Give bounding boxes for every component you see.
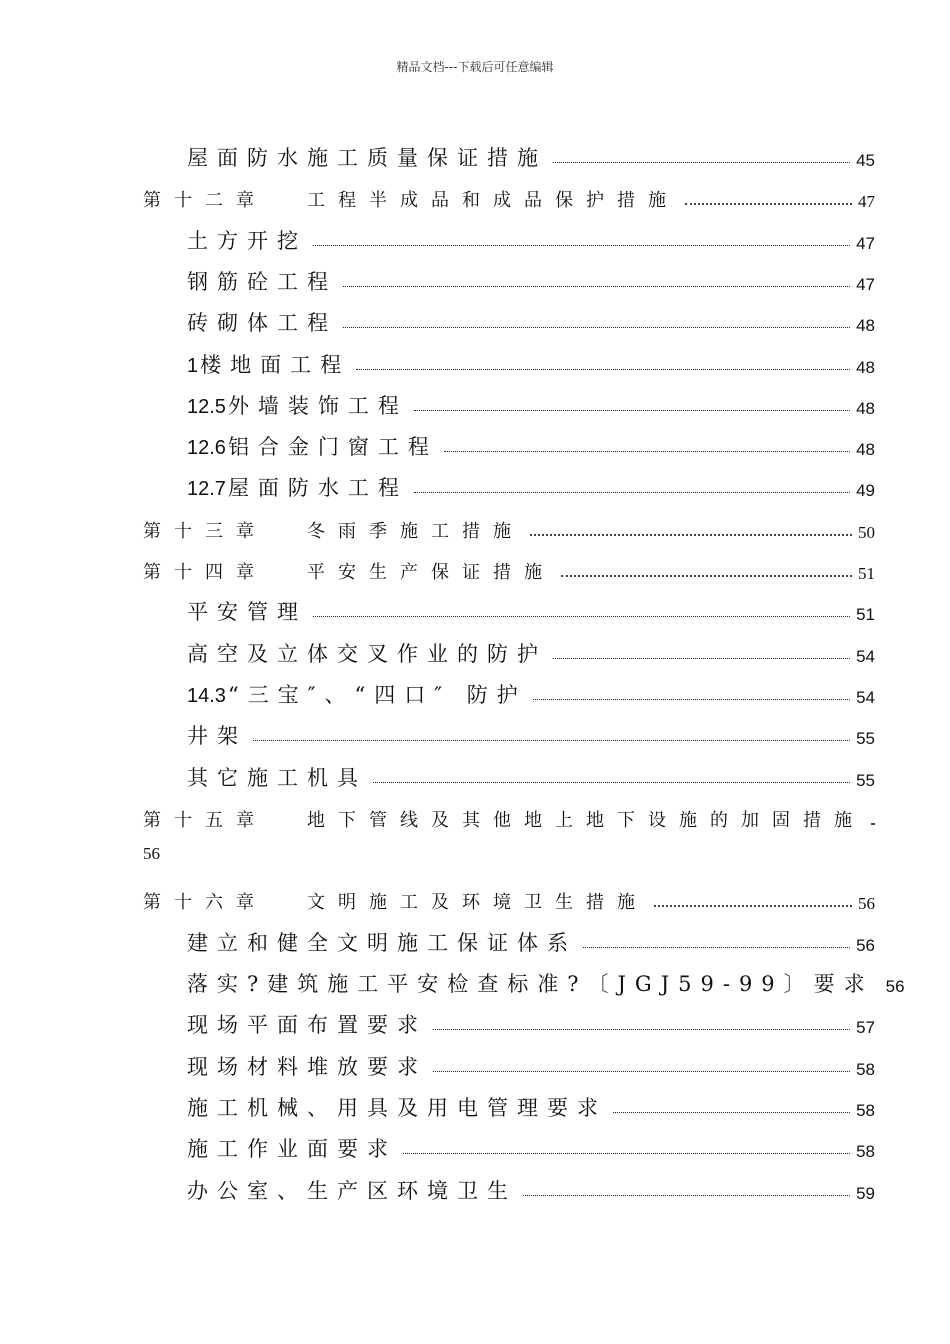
page-number: 55 — [856, 729, 875, 749]
entry-text: 工程半成品和成品保护措施 — [307, 190, 679, 212]
toc-chapter-row[interactable] — [143, 169, 875, 210]
toc-section-row[interactable] — [187, 211, 875, 252]
section-number: 14.3 — [187, 684, 226, 707]
toc-entry-title — [187, 478, 408, 499]
page-number: 54 — [856, 646, 875, 666]
page-number: 56 — [856, 935, 875, 955]
page-number: 56 — [885, 977, 905, 996]
toc-section-row[interactable] — [187, 954, 905, 996]
toc-section-row[interactable] — [187, 376, 875, 417]
toc-entry-title — [187, 930, 577, 955]
dot-leader — [414, 406, 850, 411]
entry-text: 地下管线及其他地上地下设施的加固措施 — [307, 809, 865, 831]
chapter-number: 第十二章 — [143, 190, 267, 212]
dot-leader — [433, 1025, 850, 1030]
entry-text: 冬雨季施工措施 — [307, 520, 524, 542]
dot-leader — [871, 819, 875, 825]
page-number: 59 — [856, 1183, 875, 1203]
toc-section-row[interactable] — [187, 706, 875, 747]
dot-leader — [433, 1067, 850, 1072]
entry-text: “三宝″、“四口″ 防护 — [227, 682, 527, 707]
toc-chapter-row[interactable] — [143, 871, 875, 912]
toc-entry-title — [143, 192, 679, 210]
entry-text: 铝合金门窗工程 — [227, 435, 438, 460]
dot-leader — [444, 447, 850, 452]
entry-text: 办公室、生产区环境卫生 — [187, 1178, 517, 1203]
toc-entry-title — [187, 352, 351, 377]
chapter-number: 第十五章 — [143, 809, 267, 831]
dot-leader — [553, 158, 850, 163]
page-number: 58 — [856, 1100, 875, 1120]
entry-text: 施工机械、用具及用电管理要求 — [187, 1095, 607, 1120]
page-number: 51 — [858, 564, 875, 583]
section-number: 12.7 — [187, 478, 226, 501]
toc-section-row[interactable] — [187, 335, 875, 376]
dot-leader — [523, 1191, 850, 1196]
toc-section-row[interactable] — [187, 458, 875, 499]
toc-chapter-row[interactable] — [143, 541, 875, 582]
dot-leader — [313, 241, 850, 246]
toc-section-row[interactable] — [187, 1078, 875, 1119]
entry-text: 外墙装饰工程 — [227, 393, 408, 418]
toc-chapter-row[interactable] — [143, 789, 875, 830]
page-number: 45 — [856, 151, 875, 170]
toc-section-row[interactable] — [187, 995, 875, 1036]
page-number: 54 — [856, 687, 875, 707]
toc-entry-title — [187, 313, 337, 334]
dot-leader — [613, 1108, 850, 1113]
page-number: 48 — [856, 316, 875, 336]
toc-section-row[interactable] — [187, 417, 875, 458]
page-number: 51 — [856, 605, 875, 625]
toc-entry-title — [187, 1178, 517, 1203]
dot-leader — [373, 778, 850, 783]
entry-text: 现场材料堆放要求 — [187, 1054, 427, 1079]
entry-text: 楼地面工程 — [200, 352, 351, 377]
dot-leader — [356, 365, 850, 370]
toc-entry-title — [187, 269, 337, 294]
entry-text: 屋面防水施工质量保证措施 — [187, 146, 547, 170]
toc-section-row[interactable] — [187, 128, 875, 169]
page-number: 47 — [858, 192, 875, 212]
toc-section-row[interactable] — [187, 624, 875, 665]
section-number: 12.6 — [187, 437, 226, 460]
dot-leader — [253, 736, 850, 741]
toc-section-row[interactable] — [187, 665, 875, 706]
dot-leader — [343, 323, 850, 328]
entry-text: 钢筋砼工程 — [187, 269, 337, 294]
entry-text: 落实?建筑施工平安检查标准?〔JGJ59-99〕要求 — [187, 972, 874, 996]
page-number: 48 — [856, 398, 875, 418]
toc-entry-title — [143, 564, 555, 582]
page-number: 56 — [858, 894, 875, 914]
page-header: 精品文档---下载后可任意编辑 — [396, 60, 554, 74]
dot-leader — [414, 488, 850, 493]
entry-text: 平安管理 — [187, 600, 307, 625]
dot-leader — [533, 695, 850, 700]
toc-entry-title — [187, 602, 307, 623]
toc-section-row[interactable] — [187, 293, 875, 334]
section-number: 12.5 — [187, 395, 226, 418]
entry-text: 砖砌体工程 — [187, 311, 337, 336]
chapter-number: 第十四章 — [143, 562, 267, 583]
toc-entry-title — [187, 726, 247, 747]
toc-entry-title — [187, 1139, 397, 1160]
entry-text: 井架 — [187, 724, 247, 749]
toc-section-row[interactable] — [187, 748, 875, 789]
entry-text: 高空及立体交叉作业的防护 — [187, 641, 547, 666]
dot-leader — [530, 530, 852, 536]
page-number: 47 — [856, 274, 875, 294]
toc-entry-title — [187, 1015, 427, 1036]
dot-leader — [561, 571, 852, 577]
toc-section-row[interactable] — [187, 582, 875, 623]
page-number: 55 — [856, 770, 875, 790]
toc-chapter-row[interactable] — [143, 500, 875, 541]
dot-leader — [553, 654, 850, 659]
toc-entry-title — [143, 809, 865, 831]
entry-text: 土方开挖 — [187, 228, 307, 253]
entry-text: 文明施工及环境卫生措施 — [307, 892, 648, 914]
entry-text: 施工作业面要求 — [187, 1137, 397, 1162]
toc-section-row[interactable] — [187, 1037, 875, 1078]
dot-leader — [403, 1149, 850, 1154]
entry-text: 建立和健全文明施工保证体系 — [187, 930, 577, 955]
toc-entry-title — [187, 148, 547, 169]
toc-entry-title — [187, 1054, 427, 1079]
dot-leader — [583, 943, 850, 948]
toc-section-row[interactable] — [187, 913, 875, 954]
dot-leader — [313, 612, 850, 617]
toc-entry-title — [187, 974, 874, 995]
entry-text: 现场平面布置要求 — [187, 1013, 427, 1038]
toc-entry-title — [187, 393, 408, 418]
dot-leader — [343, 282, 850, 287]
toc-section-row[interactable] — [187, 1161, 875, 1202]
toc-section-row[interactable] — [187, 1119, 875, 1160]
entry-text: 其它施工机具 — [187, 765, 367, 790]
toc-section-row[interactable] — [187, 252, 875, 293]
toc-entry-title — [143, 520, 524, 542]
page-number: 49 — [856, 481, 875, 501]
page-number: 58 — [856, 1142, 875, 1162]
chapter-number: 第十六章 — [143, 892, 267, 914]
toc-entry-title — [187, 1095, 607, 1120]
entry-text: 平安生产保证措施 — [307, 562, 555, 583]
toc-entry-title — [187, 682, 527, 707]
chapter-number: 第十三章 — [143, 520, 267, 542]
page-number: 47 — [856, 233, 875, 253]
entry-text: 屋面防水工程 — [227, 476, 408, 501]
dot-leader — [685, 199, 852, 205]
section-number: 1 — [187, 354, 199, 377]
page-number: 57 — [856, 1018, 875, 1038]
page-number: 48 — [856, 440, 875, 460]
dot-leader — [654, 901, 852, 907]
toc-entry-title — [143, 894, 648, 912]
toc-entry-title — [187, 765, 367, 790]
toc-entry-title — [187, 641, 547, 666]
page-number: 48 — [856, 357, 875, 377]
page-number: 58 — [856, 1059, 875, 1079]
page-number: 56 — [143, 844, 160, 864]
page-number: 50 — [858, 522, 875, 542]
toc-entry-title — [187, 437, 438, 458]
toc-entry-title — [187, 228, 307, 253]
